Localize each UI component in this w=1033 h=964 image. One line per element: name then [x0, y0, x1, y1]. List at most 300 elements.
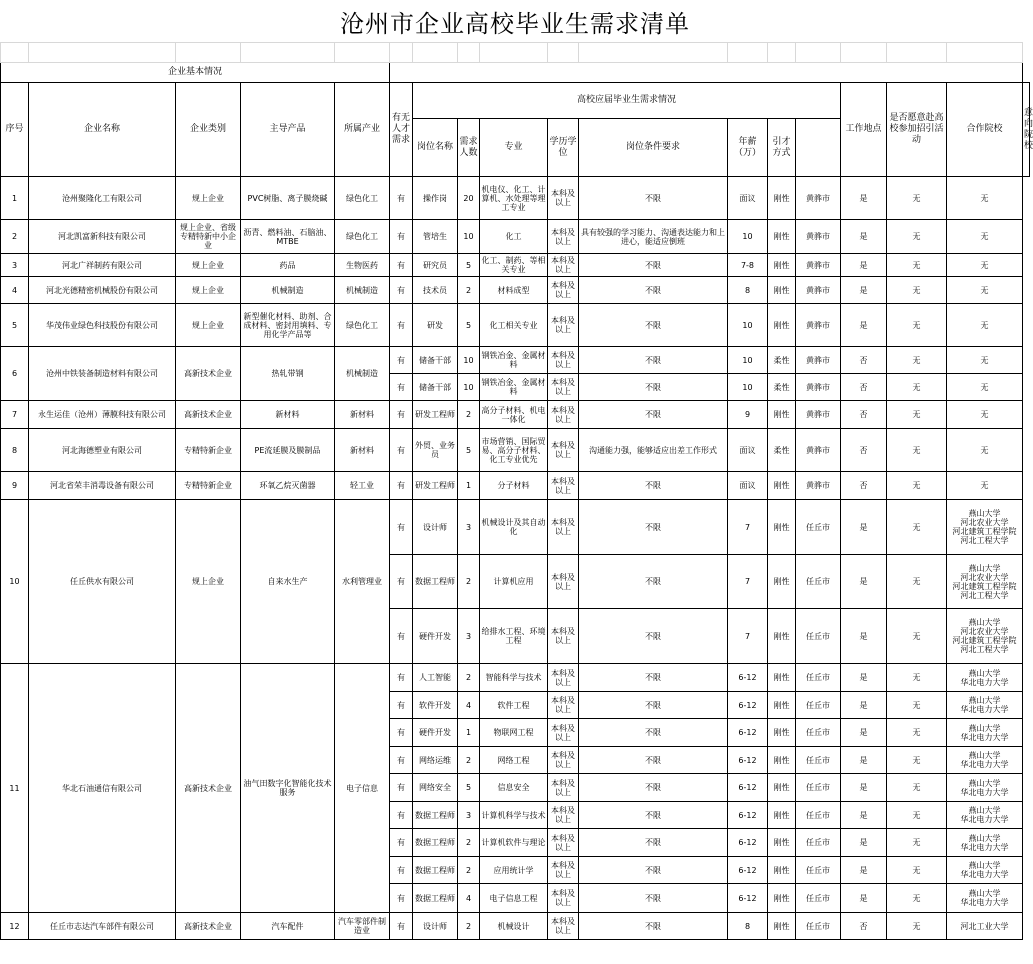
talent-need: 有 — [390, 401, 413, 429]
degree: 本科及以上 — [548, 555, 579, 609]
talent-need: 有 — [390, 913, 413, 940]
campus-event: 否 — [841, 374, 887, 401]
company-seq: 8 — [1, 429, 29, 472]
talent-need: 有 — [390, 500, 413, 555]
major: 智能科学与技术 — [480, 664, 548, 692]
table-row — [1, 347, 1030, 374]
blank-cell — [579, 43, 728, 63]
company-seq: 9 — [1, 472, 29, 500]
company-industry: 绿色化工 — [335, 220, 390, 254]
headcount: 2 — [458, 277, 480, 304]
recruit-method: 刚性 — [768, 177, 796, 220]
campus-event: 是 — [841, 254, 887, 277]
degree: 本科及以上 — [548, 429, 579, 472]
salary: 6-12 — [728, 884, 768, 913]
position-name: 研发工程师 — [413, 401, 458, 429]
company-seq: 7 — [1, 401, 29, 429]
talent-need: 有 — [390, 692, 413, 719]
company-category: 规上企业 — [176, 254, 241, 277]
requirements: 不限 — [579, 664, 728, 692]
blank-cell — [176, 43, 241, 63]
partner-school: 无 — [887, 774, 947, 802]
position-name: 数据工程师 — [413, 829, 458, 857]
intended-school: 燕山大学 华北电力大学 — [947, 884, 1023, 913]
work-location: 任丘市 — [796, 555, 841, 609]
headcount: 1 — [458, 719, 480, 747]
company-category: 规上企业 — [176, 177, 241, 220]
intended-school: 燕山大学 河北农业大学 河北建筑工程学院 河北工程大学 — [947, 609, 1023, 664]
campus-event: 是 — [841, 884, 887, 913]
company-category: 高新技术企业 — [176, 347, 241, 401]
recruit-method: 刚性 — [768, 774, 796, 802]
company-name: 任丘供水有限公司 — [29, 500, 176, 664]
company-seq: 11 — [1, 664, 29, 913]
blank-cell — [548, 43, 579, 63]
intended-school: 无 — [947, 254, 1023, 277]
major: 网络工程 — [480, 747, 548, 774]
headcount: 2 — [458, 857, 480, 884]
campus-event: 是 — [841, 802, 887, 829]
talent-need: 有 — [390, 374, 413, 401]
blank-cell — [413, 43, 458, 63]
talent-need: 有 — [390, 304, 413, 347]
company-product: 机械制造 — [241, 277, 335, 304]
page-title: 沧州市企业高校毕业生需求清单 — [340, 9, 690, 38]
header-campus-event: 是否愿意赴高校参加招引活动 — [887, 83, 947, 177]
requirements: 不限 — [579, 254, 728, 277]
campus-event: 否 — [841, 401, 887, 429]
position-name: 管培生 — [413, 220, 458, 254]
company-product: 汽车配件 — [241, 913, 335, 940]
talent-need: 有 — [390, 747, 413, 774]
table-row — [1, 304, 1030, 347]
headcount: 5 — [458, 429, 480, 472]
position-name: 操作岗 — [413, 177, 458, 220]
partner-school: 无 — [887, 304, 947, 347]
work-location: 任丘市 — [796, 884, 841, 913]
company-name: 沧州中铁装备制造材料有限公司 — [29, 347, 176, 401]
headcount: 2 — [458, 913, 480, 940]
position-name: 研发工程师 — [413, 472, 458, 500]
major: 机械设计及其自动化 — [480, 500, 548, 555]
company-category: 规上企业、省级专精特新中小企业 — [176, 220, 241, 254]
header-product: 主导产品 — [241, 83, 335, 177]
work-location: 任丘市 — [796, 609, 841, 664]
work-location: 任丘市 — [796, 664, 841, 692]
headcount: 5 — [458, 254, 480, 277]
company-seq: 12 — [1, 913, 29, 940]
company-product: 新型催化材料、助剂、合成材料、密封用填料、专用化学产品等 — [241, 304, 335, 347]
campus-event: 是 — [841, 664, 887, 692]
recruit-method: 刚性 — [768, 719, 796, 747]
table-row — [1, 500, 1030, 555]
header-requirements: 岗位条件要求 — [579, 119, 728, 177]
degree: 本科及以上 — [548, 719, 579, 747]
major: 计算机应用 — [480, 555, 548, 609]
campus-event: 否 — [841, 472, 887, 500]
partner-school: 无 — [887, 802, 947, 829]
headcount: 2 — [458, 555, 480, 609]
company-seq: 10 — [1, 500, 29, 664]
recruit-method: 刚性 — [768, 609, 796, 664]
major: 应用统计学 — [480, 857, 548, 884]
major: 软件工程 — [480, 692, 548, 719]
intended-school: 无 — [947, 304, 1023, 347]
salary: 6-12 — [728, 857, 768, 884]
recruit-method: 刚性 — [768, 500, 796, 555]
headcount: 2 — [458, 829, 480, 857]
headcount: 10 — [458, 374, 480, 401]
campus-event: 是 — [841, 304, 887, 347]
degree: 本科及以上 — [548, 472, 579, 500]
talent-need: 有 — [390, 664, 413, 692]
recruit-method: 刚性 — [768, 747, 796, 774]
intended-school: 无 — [947, 429, 1023, 472]
talent-need: 有 — [390, 555, 413, 609]
blank-row — [1, 43, 1030, 63]
recruit-method: 柔性 — [768, 347, 796, 374]
recruit-method: 刚性 — [768, 692, 796, 719]
talent-need: 有 — [390, 220, 413, 254]
position-name: 研发 — [413, 304, 458, 347]
blank-cell — [841, 43, 887, 63]
requirements: 不限 — [579, 774, 728, 802]
company-category: 高新技术企业 — [176, 664, 241, 913]
headcount: 2 — [458, 664, 480, 692]
degree: 本科及以上 — [548, 664, 579, 692]
salary: 面议 — [728, 472, 768, 500]
table-row — [1, 664, 1030, 692]
recruit-method: 柔性 — [768, 374, 796, 401]
headcount: 5 — [458, 774, 480, 802]
work-location: 任丘市 — [796, 829, 841, 857]
requirements: 不限 — [579, 177, 728, 220]
intended-school: 燕山大学 华北电力大学 — [947, 829, 1023, 857]
position-name: 网络安全 — [413, 774, 458, 802]
header-talent-need: 有无人才需求 — [390, 83, 413, 177]
company-product: 自来水生产 — [241, 500, 335, 664]
company-category: 规上企业 — [176, 277, 241, 304]
header-company-name: 企业名称 — [29, 83, 176, 177]
major: 给排水工程、环境工程 — [480, 609, 548, 664]
degree: 本科及以上 — [548, 347, 579, 374]
intended-school: 燕山大学 华北电力大学 — [947, 857, 1023, 884]
header-row — [1, 63, 1030, 83]
degree: 本科及以上 — [548, 913, 579, 940]
requirements: 不限 — [579, 472, 728, 500]
header-demand: 高校应届毕业生需求情况 — [413, 83, 841, 119]
position-name: 人工智能 — [413, 664, 458, 692]
company-seq: 1 — [1, 177, 29, 220]
salary: 10 — [728, 374, 768, 401]
major: 分子材料 — [480, 472, 548, 500]
campus-event: 是 — [841, 857, 887, 884]
header-intended-school: 意向院校 — [1023, 83, 1030, 177]
partner-school: 无 — [887, 177, 947, 220]
company-product: 新材料 — [241, 401, 335, 429]
major: 物联网工程 — [480, 719, 548, 747]
recruit-method: 刚性 — [768, 857, 796, 884]
headcount: 3 — [458, 500, 480, 555]
intended-school: 燕山大学 华北电力大学 — [947, 774, 1023, 802]
company-product: PE流延膜及膜制品 — [241, 429, 335, 472]
header-degree: 学历学位 — [548, 119, 579, 177]
headcount: 2 — [458, 747, 480, 774]
talent-need: 有 — [390, 472, 413, 500]
requirements: 沟通能力强，能够适应出差工作形式 — [579, 429, 728, 472]
salary: 6-12 — [728, 829, 768, 857]
requirements: 不限 — [579, 829, 728, 857]
position-name: 外贸、业务员 — [413, 429, 458, 472]
work-location: 任丘市 — [796, 774, 841, 802]
company-product: 沥青、燃料油、石脑油、MTBE — [241, 220, 335, 254]
salary: 7 — [728, 609, 768, 664]
blank-cell — [29, 43, 176, 63]
degree: 本科及以上 — [548, 857, 579, 884]
intended-school: 无 — [947, 472, 1023, 500]
company-industry: 新材料 — [335, 429, 390, 472]
talent-need: 有 — [390, 177, 413, 220]
degree: 本科及以上 — [548, 401, 579, 429]
intended-school: 无 — [947, 220, 1023, 254]
partner-school: 无 — [887, 884, 947, 913]
recruit-method: 刚性 — [768, 254, 796, 277]
company-category: 高新技术企业 — [176, 913, 241, 940]
campus-event: 是 — [841, 609, 887, 664]
recruit-method: 刚性 — [768, 401, 796, 429]
position-name: 数据工程师 — [413, 555, 458, 609]
table-row — [1, 220, 1030, 254]
partner-school: 无 — [887, 401, 947, 429]
requirements: 不限 — [579, 609, 728, 664]
position-name: 设计师 — [413, 500, 458, 555]
intended-school: 燕山大学 河北农业大学 河北建筑工程学院 河北工程大学 — [947, 555, 1023, 609]
partner-school: 无 — [887, 664, 947, 692]
requirements: 不限 — [579, 884, 728, 913]
position-name: 软件开发 — [413, 692, 458, 719]
company-category: 规上企业 — [176, 304, 241, 347]
header-partner-school: 合作院校 — [947, 83, 1023, 177]
company-name: 华茂伟业绿色科技股份有限公司 — [29, 304, 176, 347]
campus-event: 是 — [841, 829, 887, 857]
position-name: 储备干部 — [413, 374, 458, 401]
partner-school: 无 — [887, 472, 947, 500]
major: 钢铁冶金、金属材料 — [480, 347, 548, 374]
partner-school: 无 — [887, 220, 947, 254]
salary: 10 — [728, 347, 768, 374]
degree: 本科及以上 — [548, 829, 579, 857]
spreadsheet-table — [0, 42, 1033, 964]
partner-school: 无 — [887, 277, 947, 304]
partner-school: 无 — [887, 609, 947, 664]
blank-cell — [947, 43, 1023, 63]
campus-event: 是 — [841, 692, 887, 719]
position-name: 网络运维 — [413, 747, 458, 774]
major: 钢铁冶金、金属材料 — [480, 374, 548, 401]
salary: 7 — [728, 500, 768, 555]
intended-school: 燕山大学 河北农业大学 河北建筑工程学院 河北工程大学 — [947, 500, 1023, 555]
table-row — [1, 913, 1030, 940]
intended-school: 燕山大学 华北电力大学 — [947, 747, 1023, 774]
table-row — [1, 254, 1030, 277]
company-seq: 6 — [1, 347, 29, 401]
campus-event: 是 — [841, 747, 887, 774]
header-industry: 所属产业 — [335, 83, 390, 177]
requirements: 不限 — [579, 374, 728, 401]
major: 化工、制药、等相关专业 — [480, 254, 548, 277]
requirements: 不限 — [579, 277, 728, 304]
company-industry: 生物医药 — [335, 254, 390, 277]
blank-cell — [480, 43, 548, 63]
salary: 8 — [728, 277, 768, 304]
intended-school: 无 — [947, 347, 1023, 374]
salary: 7 — [728, 555, 768, 609]
company-name: 任丘市志达汽车部件有限公司 — [29, 913, 176, 940]
header-method: 引才方式 — [768, 119, 796, 177]
position-name: 硬件开发 — [413, 719, 458, 747]
partner-school: 无 — [887, 857, 947, 884]
degree: 本科及以上 — [548, 500, 579, 555]
work-location: 黄骅市 — [796, 374, 841, 401]
company-name: 河北省荣丰消毒设备有限公司 — [29, 472, 176, 500]
blank-cell — [335, 43, 390, 63]
campus-event: 是 — [841, 177, 887, 220]
position-name: 技术员 — [413, 277, 458, 304]
company-industry: 电子信息 — [335, 664, 390, 913]
work-location: 任丘市 — [796, 747, 841, 774]
requirements: 不限 — [579, 692, 728, 719]
degree: 本科及以上 — [548, 692, 579, 719]
salary: 面议 — [728, 177, 768, 220]
header-row — [1, 83, 1030, 119]
company-category: 规上企业 — [176, 500, 241, 664]
recruit-method: 刚性 — [768, 220, 796, 254]
talent-need: 有 — [390, 609, 413, 664]
company-industry: 汽车零部件制造业 — [335, 913, 390, 940]
work-location: 黄骅市 — [796, 254, 841, 277]
salary: 6-12 — [728, 692, 768, 719]
headcount: 1 — [458, 472, 480, 500]
partner-school: 无 — [887, 829, 947, 857]
campus-event: 是 — [841, 555, 887, 609]
recruit-method: 刚性 — [768, 802, 796, 829]
talent-need: 有 — [390, 884, 413, 913]
company-name: 华北石油通信有限公司 — [29, 664, 176, 913]
degree: 本科及以上 — [548, 277, 579, 304]
campus-event: 否 — [841, 347, 887, 374]
headcount: 3 — [458, 609, 480, 664]
blank-cell — [390, 43, 413, 63]
headcount: 4 — [458, 884, 480, 913]
recruit-method: 刚性 — [768, 664, 796, 692]
major: 计算机软件与理论 — [480, 829, 548, 857]
company-name: 河北广祥制药有限公司 — [29, 254, 176, 277]
company-category: 专精特新企业 — [176, 472, 241, 500]
intended-school: 燕山大学 华北电力大学 — [947, 802, 1023, 829]
work-location: 黄骅市 — [796, 220, 841, 254]
work-location: 任丘市 — [796, 500, 841, 555]
company-seq: 5 — [1, 304, 29, 347]
major: 市场营销、国际贸易、高分子材料、化工专业优先 — [480, 429, 548, 472]
headcount: 3 — [458, 802, 480, 829]
header-group-blank — [390, 63, 1023, 83]
intended-school: 无 — [947, 177, 1023, 220]
requirements: 不限 — [579, 719, 728, 747]
headcount: 10 — [458, 347, 480, 374]
partner-school: 无 — [887, 692, 947, 719]
company-product: 环氧乙烷灭菌器 — [241, 472, 335, 500]
salary: 6-12 — [728, 774, 768, 802]
degree: 本科及以上 — [548, 374, 579, 401]
degree: 本科及以上 — [548, 304, 579, 347]
partner-school: 无 — [887, 374, 947, 401]
company-category: 高新技术企业 — [176, 401, 241, 429]
salary: 7-8 — [728, 254, 768, 277]
header-position: 岗位名称 — [413, 119, 458, 177]
requirements: 不限 — [579, 500, 728, 555]
major: 化工相关专业 — [480, 304, 548, 347]
blank-cell — [887, 43, 947, 63]
intended-school: 无 — [947, 374, 1023, 401]
talent-need: 有 — [390, 857, 413, 884]
campus-event: 是 — [841, 774, 887, 802]
work-location: 黄骅市 — [796, 472, 841, 500]
recruit-method: 柔性 — [768, 429, 796, 472]
company-name: 河北海德塑业有限公司 — [29, 429, 176, 472]
position-name: 数据工程师 — [413, 884, 458, 913]
company-industry: 水利管理业 — [335, 500, 390, 664]
degree: 本科及以上 — [548, 177, 579, 220]
partner-school: 无 — [887, 347, 947, 374]
intended-school: 燕山大学 华北电力大学 — [947, 664, 1023, 692]
salary: 6-12 — [728, 664, 768, 692]
partner-school: 无 — [887, 747, 947, 774]
intended-school: 无 — [947, 401, 1023, 429]
partner-school: 无 — [887, 913, 947, 940]
major: 电子信息工程 — [480, 884, 548, 913]
company-product: 油气田数字化智能化技术服务 — [241, 664, 335, 913]
campus-event: 是 — [841, 277, 887, 304]
position-name: 储备干部 — [413, 347, 458, 374]
company-name: 河北凯富新科技有限公司 — [29, 220, 176, 254]
partner-school: 无 — [887, 429, 947, 472]
position-name: 数据工程师 — [413, 857, 458, 884]
degree: 本科及以上 — [548, 220, 579, 254]
company-product: 热轧带钢 — [241, 347, 335, 401]
requirements: 不限 — [579, 913, 728, 940]
company-name: 河北光德精密机械股份有限公司 — [29, 277, 176, 304]
talent-need: 有 — [390, 429, 413, 472]
recruit-method: 刚性 — [768, 277, 796, 304]
major: 高分子材料、机电一体化 — [480, 401, 548, 429]
recruit-method: 刚性 — [768, 829, 796, 857]
position-name: 设计师 — [413, 913, 458, 940]
headcount: 5 — [458, 304, 480, 347]
salary: 9 — [728, 401, 768, 429]
recruit-method: 刚性 — [768, 884, 796, 913]
talent-need: 有 — [390, 719, 413, 747]
table-row — [1, 401, 1030, 429]
company-industry: 轻工业 — [335, 472, 390, 500]
blank-cell — [458, 43, 480, 63]
requirements: 不限 — [579, 304, 728, 347]
company-product: 药品 — [241, 254, 335, 277]
work-location: 任丘市 — [796, 802, 841, 829]
company-industry: 机械制造 — [335, 347, 390, 401]
campus-event: 否 — [841, 913, 887, 940]
major: 计算机科学与技术 — [480, 802, 548, 829]
work-location: 任丘市 — [796, 913, 841, 940]
